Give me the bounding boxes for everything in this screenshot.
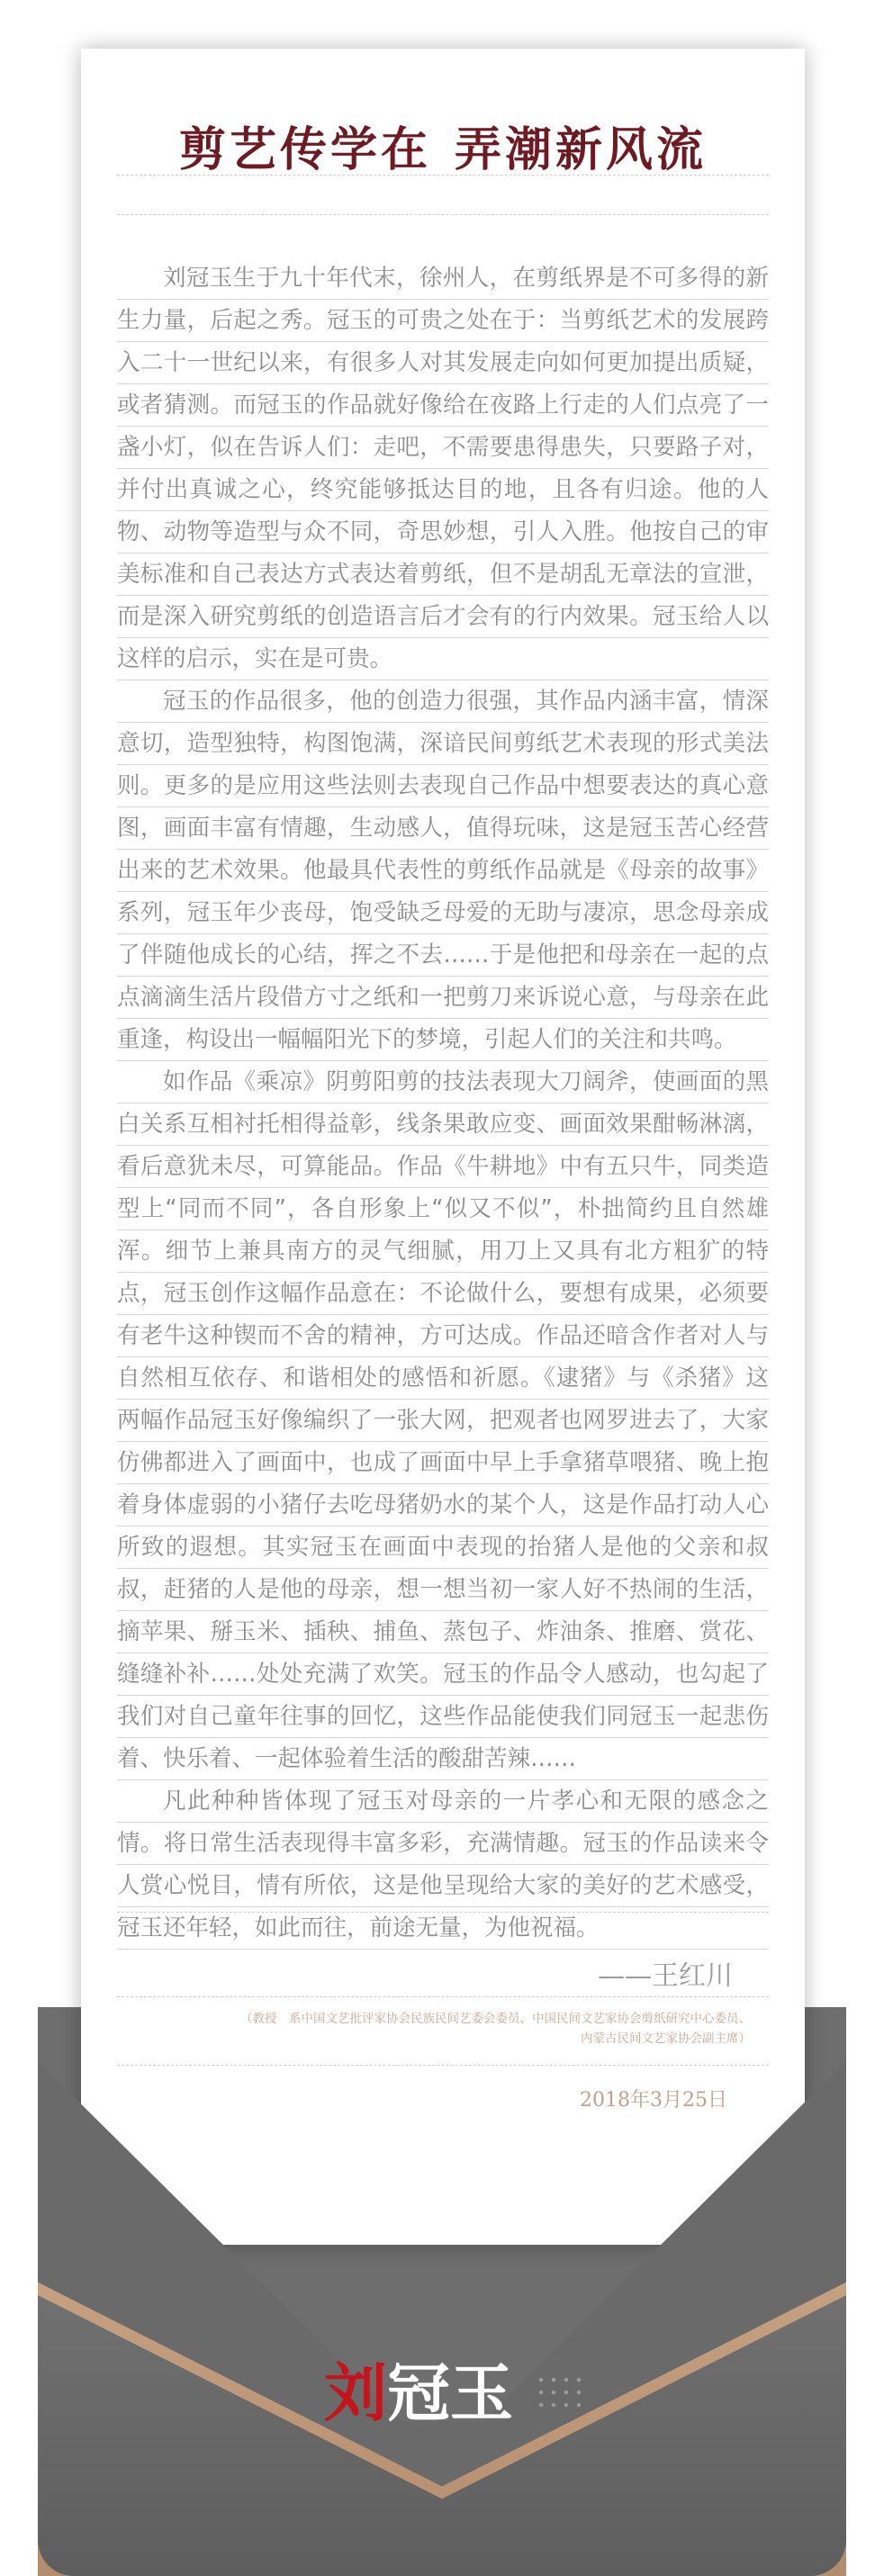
letter-paper	[81, 49, 805, 2245]
title-divider-bottom	[117, 214, 769, 215]
logo-char-liu: 刘	[324, 2355, 387, 2430]
date-divider	[117, 2065, 769, 2066]
title-part-2: 弄潮新风流	[455, 122, 708, 177]
signature-divider-top	[117, 1912, 769, 1913]
title-part-1: 剪艺传学在	[178, 122, 431, 177]
article-body	[117, 257, 769, 1950]
signature-divider-bottom	[117, 1996, 769, 1997]
paragraph-1: 刘冠玉生于九十年代末，徐州人，在剪纸界是不可多得的新生力量，后起之秀。冠玉的可贵之处在于：当剪纸艺术的发展跨入二十一世纪以来，有很多人对其发展走向如何更加提出质疑，或者猜测。而冠玉的作品就好像给在夜路上行走的人们点亮了一盏小灯，似在告诉人们：走吧，不需要患得患失，只要路子对，并付出真诚之心，终究能够抵达目的地，且各有归途。他的人物、动物等造型与众不同，奇思妙想，引人入胜。他按自己的审美标准和自己表达方式表达着剪纸，但不是胡乱无章法的宣泄，而是深入研究剪纸的创造语言后才会有的行内效果。冠玉给人以这样的启示，实在是可贵。	[117, 265, 769, 672]
paragraph-4: 凡此种种皆体现了冠玉对母亲的一片孝心和无限的感念之情。将日常生活表现得丰富多彩，充满情趣。冠玉的作品读来令人赏心悦目，情有所依，这是他呈现给大家的美好的艺术感受，冠玉还年轻，如此而往，前途无量，为他祝福。	[117, 1788, 769, 1941]
title-divider-top	[117, 175, 769, 176]
logo-dots-decoration	[535, 2373, 589, 2413]
brand-logo	[324, 2353, 589, 2434]
paragraph-3: 如作品《乘凉》阴剪阳剪的技法表现大刀阔斧，使画面的黑白关系互相衬托相得益彰，线条果敢应变、画面效果酣畅淋漓，看后意犹未尽，可算能品。作品《牛耕地》中有五只牛，同类造型上“同而不同”，各自形象上“似又不似”，朴拙简约且自然雄浑。细节上兼具南方的灵气细腻，用刀上又具有北方粗犷的特点，冠玉创作这幅作品意在：不论做什么，要想有成果，必须要有老牛这种锲而不舍的精神，方可达成。作品还暗含作者对人与自然相互依存、和谐相处的感悟和祈愿。《逮猪》与《杀猪》这两幅作品冠玉好像编织了一张大网，把观者也网罗进去了，大家仿佛都进入了画面中，也成了画面中早上手拿猪草喂猪、晚上抱着身体虚弱的小猪仔去吃母猪奶水的某个人，这是作品打动人心所致的遐想。其实冠玉在画面中表现的抬猪人是他的父亲和叔叔，赶猪的人是他的母亲，想一想当初一家人好不热闹的生活，摘苹果、掰玉米、插秧、捕鱼、蒸包子、炸油条、推磨、赏花、缝缝补补……处处充满了欢笑。冠玉的作品令人感动，也勾起了我们对自己童年往事的回忆，这些作品能使我们同冠玉一起悲伤着、快乐着、一起体验着生活的酸甜苦辣……	[117, 1068, 769, 1772]
page-title	[81, 112, 805, 179]
author-credentials	[117, 2009, 751, 2049]
paragraph-2: 冠玉的作品很多，他的创造力很强，其作品内涵丰富，情深意切，造型独特，构图饱满，深谙民间剪纸艺术表现的形式美法则。更多的是应用这些法则去表现自己作品中想要表达的真心意图，画面丰富有情趣，生动感人，值得玩味，这是冠玉苦心经营出来的艺术效果。他最具代表性的剪纸作品就是《母亲的故事》系列，冠玉年少丧母，饱受缺乏母爱的无助与凄凉，思念母亲成了伴随他成长的心结，挥之不去……于是他把和母亲在一起的点点滴滴生活片段借方寸之纸和一把剪刀来诉说心意，与母亲在此重逢，构设出一幅幅阳光下的梦境，引起人们的关注和共鸣。	[117, 688, 769, 1053]
logo-char-guanyu: 冠玉	[387, 2355, 513, 2430]
credentials-line-1: （教授 系中国文艺批评家协会民族民间艺委会委员、中国民间文艺家协会剪纸研究中心委员、	[240, 2012, 751, 2026]
credentials-line-2: 内蒙古民间文艺家协会副主席）	[581, 2031, 751, 2046]
author-signature: ——王红川	[598, 1960, 733, 1992]
letter-date: 2018年3月25日	[580, 2089, 727, 2112]
